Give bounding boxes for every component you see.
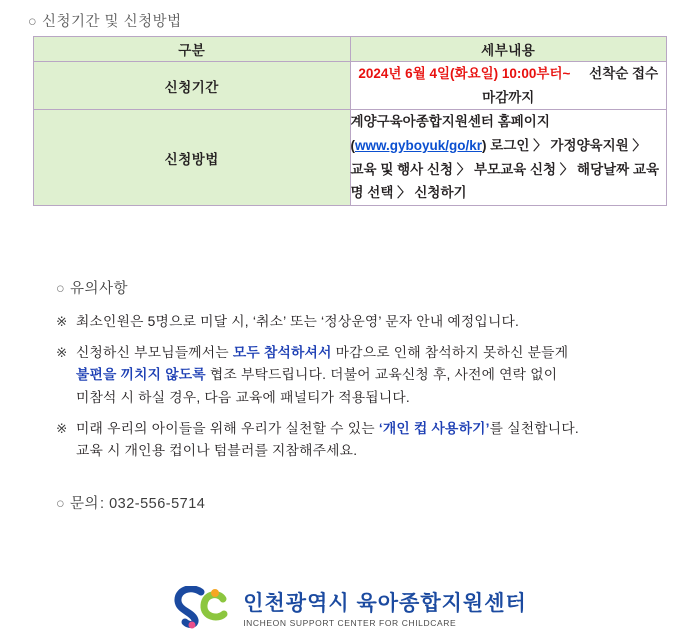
center-homepage-link[interactable]: www.gyboyuk/go/kr (355, 137, 483, 153)
note-bullet-icon: ※ (56, 313, 68, 329)
method-line-1 (351, 110, 667, 157)
row-label-period: 신청기간 (34, 62, 351, 110)
footer-logo (0, 586, 698, 630)
note2-line2-emphasis: 불편을 끼치지 않도록 (76, 367, 206, 383)
footer-logo-text (243, 592, 527, 630)
note-bullet-icon: ※ (56, 420, 68, 436)
note2-line1-pre: 신청하신 부모님들께서는 (76, 344, 233, 360)
note-item (56, 311, 668, 333)
bullet-marker-icon: ○ (56, 496, 66, 512)
table-header-row (34, 37, 667, 62)
bullet-marker-icon: ○ (56, 281, 66, 297)
method-line1-pre: 계양구육아종합지원센터 홈페이지( (350, 114, 550, 153)
table-row-method (34, 110, 667, 206)
row-value-period (350, 62, 667, 110)
contact-line (56, 492, 205, 513)
note3-line2: 교육 시 개인용 컵이나 텀블러를 지참해주세요. (76, 443, 358, 459)
note2-line1-post: 마감으로 인해 참석하지 못하신 분들게 (331, 344, 569, 360)
period-note-text: 선착순 접수 마감까지 (482, 66, 659, 105)
section-heading (28, 10, 182, 31)
application-info-table (33, 36, 667, 206)
notes-heading-text: 유의사항 (70, 281, 129, 297)
footer-logo-subtitle: INCHEON SUPPORT CENTER FOR CHILDCARE (243, 618, 457, 628)
row-value-method (350, 110, 667, 206)
method-line1-post: ) 로그인 〉 가정양육지원 〉 (482, 137, 646, 153)
bullet-marker-icon: ○ (28, 14, 38, 30)
period-date-text: 2024년 6월 4일(화요일) 10:00부터~ (358, 66, 571, 81)
method-line2-text: 교육 및 행사 신청 〉 부모교육 신청 〉 해당날짜 교육명 선택 〉 신청하기 (350, 161, 660, 201)
note-text (76, 342, 668, 409)
note-text: 최소인원은 5명으로 미달 시, ‘취소’ 또는 ‘정상운영’ 문자 안내 예정입니다. (76, 313, 520, 329)
note2-line1-emphasis: 모두 참석하셔서 (232, 344, 332, 360)
table-header-category: 구분 (34, 37, 351, 62)
sc-childcare-logo-icon (171, 586, 233, 630)
table-row-period (34, 62, 667, 110)
note2-line2-post: 협조 부탁드립니다. 더불어 교육신청 후, 사전에 연락 없이 (205, 367, 558, 383)
note3-line1-post: 를 실천합니다. (489, 420, 579, 436)
note-item (56, 342, 668, 409)
notes-section (56, 282, 668, 472)
contact-label: 문의 (70, 496, 100, 512)
note2-line3: 미참석 시 하실 경우, 다음 교육에 패널티가 적용됩니다. (76, 389, 410, 405)
table-header-details: 세부내용 (350, 37, 667, 62)
note-item (56, 418, 668, 463)
contact-separator: : (100, 496, 105, 512)
note-text (76, 418, 668, 463)
note3-line1-pre: 미래 우리의 아이들을 위해 우리가 실천할 수 있는 (76, 420, 379, 436)
note3-line1-emphasis: ‘개인 컵 사용하기’ (378, 420, 490, 436)
section-heading-text: 신청기간 및 신청방법 (42, 14, 182, 30)
method-line-2 (351, 158, 667, 205)
row-label-method: 신청방법 (34, 110, 351, 206)
contact-phone: 032-556-5714 (109, 496, 206, 512)
note-bullet-icon: ※ (56, 344, 68, 360)
notes-heading (56, 282, 668, 297)
footer-logo-title: 인천광역시 육아종합지원센터 (243, 591, 527, 615)
